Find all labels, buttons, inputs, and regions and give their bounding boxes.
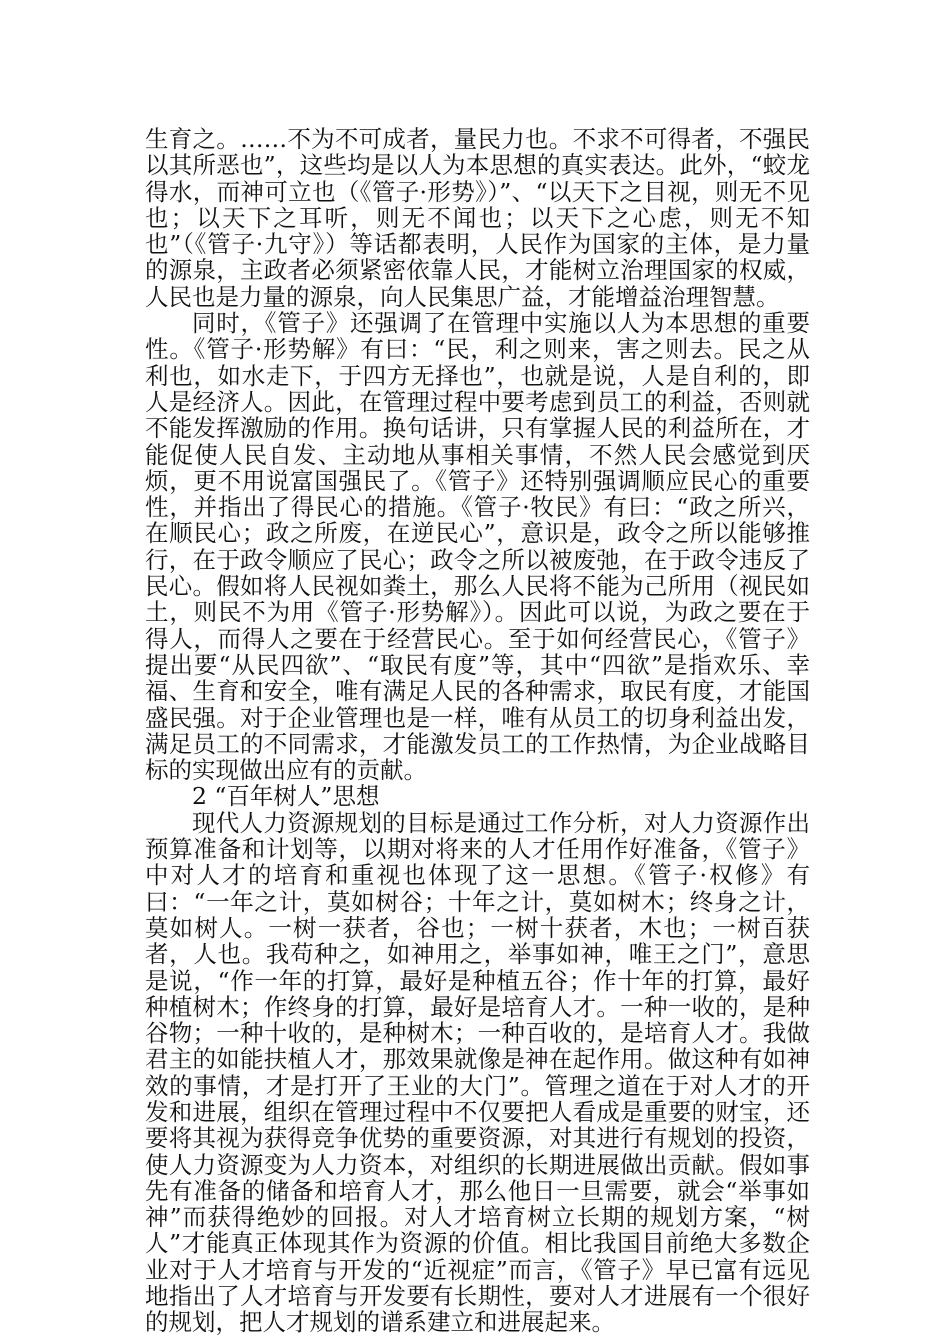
paragraph-talent-planning: 现代人力资源规划的目标是通过工作分析，对人力资源作出预算准备和计划等，以期对将来的人才任用作好准备，《管子》中对人才的培育和重视也体现了这一思想。《管子·权修》有曰：“一年之计，莫如树谷；十年之计，莫如树木；终身之计，莫如树人。一树一获者，谷也；一树十获者，木也；一树百获者，人也。我苟种之，如神用之，举事如神，唯王之门”，意思是说，“作一年的打算，最好是种植五谷；作十年的打算，最好种植树木；作终身的打算，最好是培育人才。一种一收的，是种谷物；一种十收的，是种树木；一种百收的，是培育人才。我做君主的如能扶植人才，那效果就像是神在起作用。做这种有如神效的事情，才是打开了王业的大门”。管理之道在于对人才的开发和进展，组织在管理过程中不仅要把人看成是重要的财宝，还要将其视为获得竞争优势的重要资源，对其进行有规划的投资，使人力资源变为人力资本，对组织的长期进展做出贡献。假如事先有准备的储备和培育人才，那么他日一旦需要，就会“举事如神”而获得绝妙的回报。对人才培育树立长期的规划方案，“树人”才能真正体现其作为资源的价值。相比我国目前绝大多数企业对于人才培育与开发的“近视症”而言，《管子》早已富有远见地指出了人才培育与开发要有长期性，要对人才进展有一个很好的规划，把人才规划的谱系建立和进展起来。 [145, 808, 810, 1337]
document-body [145, 126, 810, 1336]
paragraph-continuation: 生育之。……不为不可成者，量民力也。不求不可得者，不强民以其所恶也”，这些均是以人为本思想的真实表达。此外，“蛟龙得水，而神可立也（《管子·形势》）”、“以天下之目视，则无不见也；以天下之耳听，则无不闻也；以天下之心虑，则无不知也”（《管子·九守》）等话都表明，人民作为国家的主体，是力量的源泉，主政者必须紧密依靠人民，才能树立治理国家的权威，人民也是力量的源泉，向人民集思广益，才能增益治理智慧。 [145, 125, 810, 311]
paragraph-management-interest: 同时，《管子》还强调了在管理中实施以人为本思想的重要性。《管子·形势解》有曰：“民，利之则来，害之则去。民之从利也，如水走下，于四方无择也”，也就是说，人是自利的，即人是经济人。因此，在管理过程中要考虑到员工的利益，否则就不能发挥激励的作用。换句话讲，只有掌握人民的利益所在，才能促使人民自发、主动地从事相关事情，不然人民会感觉到厌烦，更不用说富国强民了。《管子》还特别强调顺应民心的重要性，并指出了得民心的措施。《管子·牧民》有曰：“政之所兴，在顺民心；政之所废，在逆民心”，意识是，政令之所以能够推行，在于政令顺应了民心；政令之所以被废弛，在于政令违反了民心。假如将人民视如粪土，那么人民将不能为己所用（视民如土，则民不为用《管子·形势解》）。因此可以说，为政之要在于得人，而得人之要在于经营民心。至于如何经营民心，《管子》提出要“从民四欲”、“取民有度”等，其中“四欲”是指欢乐、幸福、生育和安全，唯有满足人民的各种需求，取民有度，才能国盛民强。对于企业管理也是一样，唯有从员工的切身利益出发，满足员工的不同需求，才能激发员工的工作热情，为企业战略目标的实现做出应有的贡献。 [145, 309, 810, 785]
section-heading: 2 “百年树人”思想 [192, 782, 380, 811]
